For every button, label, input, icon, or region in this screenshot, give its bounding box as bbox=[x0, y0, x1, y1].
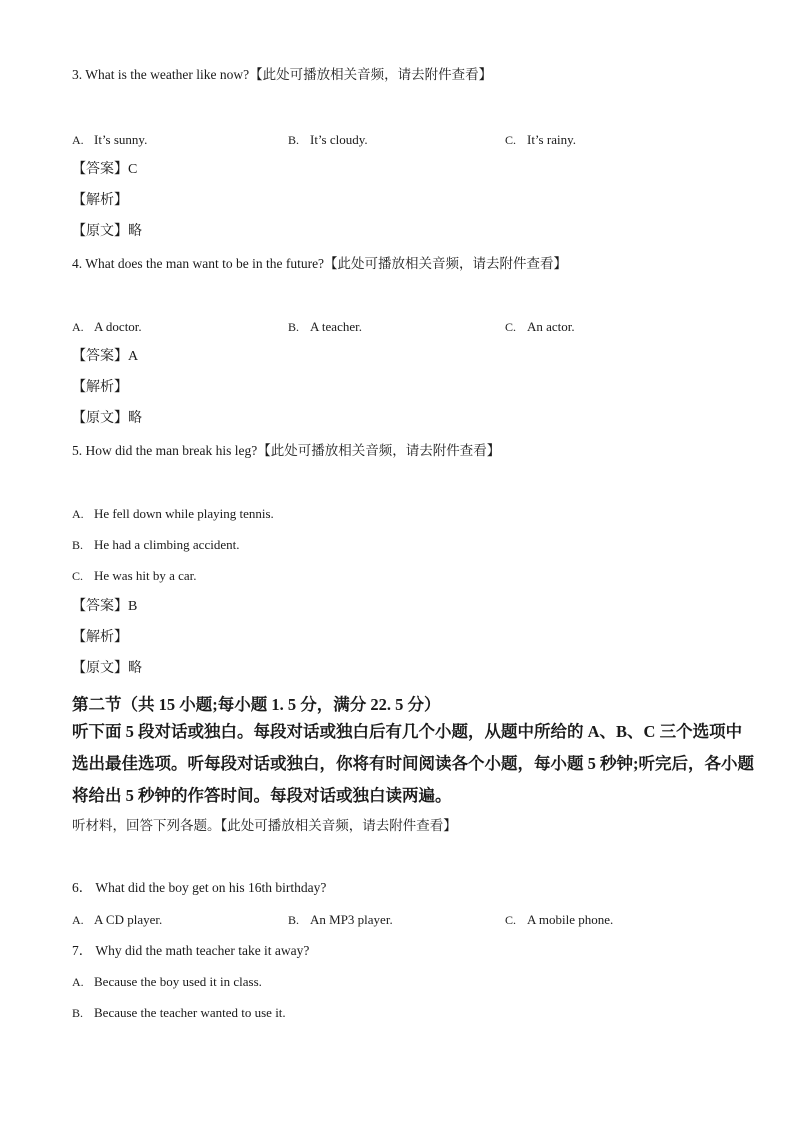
listening-material-prompt: 听材料，回答下列各题。【此处可播放相关音频，请去附件查看】 bbox=[72, 818, 457, 833]
question-4-stem: 4. What does the man want to be in the future?【此处可播放相关音频，请去附件查看】 bbox=[72, 256, 568, 271]
section-2-title: 第二节（共 15 小题;每小题 1. 5 分，满分 22. 5 分） bbox=[72, 695, 441, 714]
q3-answer: 【答案】C bbox=[72, 162, 138, 177]
q5-answer: 【答案】B bbox=[72, 599, 138, 614]
q3-option-b[interactable]: B. It’s cloudy. bbox=[288, 132, 368, 147]
q6-option-a[interactable]: A. A CD player. bbox=[72, 912, 163, 927]
q5-original-text: 【原文】略 bbox=[72, 661, 142, 676]
q5-analysis: 【解析】 bbox=[72, 630, 128, 645]
section-2-instruction-line: 选出最佳选项。听每段对话或独白，你将有时间阅读各个小题，每小题 5 秒钟;听完后，各小题 bbox=[72, 754, 754, 773]
q3-option-c[interactable]: C. It’s rainy. bbox=[505, 132, 576, 147]
q3-option-a[interactable]: A. It’s sunny. bbox=[72, 132, 148, 147]
q5-option-a[interactable]: A. He fell down while playing tennis. bbox=[72, 506, 274, 521]
q5-option-b[interactable]: B. He had a climbing accident. bbox=[72, 537, 240, 552]
q3-analysis: 【解析】 bbox=[72, 193, 128, 208]
question-7-stem: 7． Why did the math teacher take it away? bbox=[72, 943, 310, 958]
q5-option-c[interactable]: C. He was hit by a car. bbox=[72, 568, 197, 583]
section-2-instruction-line: 将给出 5 秒钟的作答时间。每段对话或独白读两遍。 bbox=[72, 786, 452, 805]
question-5-stem: 5. How did the man break his leg?【此处可播放相关音频，请去附件查看】 bbox=[72, 443, 501, 458]
q4-option-a[interactable]: A. A doctor. bbox=[72, 319, 142, 334]
q6-option-b[interactable]: B. An MP3 player. bbox=[288, 912, 393, 927]
q4-answer: 【答案】A bbox=[72, 349, 139, 364]
q4-original-text: 【原文】略 bbox=[72, 411, 142, 426]
q4-option-c[interactable]: C. An actor. bbox=[505, 319, 575, 334]
q4-analysis: 【解析】 bbox=[72, 380, 128, 395]
q6-option-c[interactable]: C. A mobile phone. bbox=[505, 912, 614, 927]
q7-option-a[interactable]: A. Because the boy used it in class. bbox=[72, 974, 262, 989]
question-6-stem: 6． What did the boy get on his 16th birthday? bbox=[72, 880, 327, 895]
q3-original-text: 【原文】略 bbox=[72, 224, 142, 239]
q7-option-b[interactable]: B. Because the teacher wanted to use it. bbox=[72, 1005, 286, 1020]
q4-option-b[interactable]: B. A teacher. bbox=[288, 319, 362, 334]
section-2-instruction-line: 听下面 5 段对话或独白。每段对话或独白后有几个小题，从题中所给的 A、B、C 三个选项中 bbox=[72, 722, 743, 741]
question-3-stem: 3. What is the weather like now?【此处可播放相关音频，请去附件查看】 bbox=[72, 67, 493, 82]
